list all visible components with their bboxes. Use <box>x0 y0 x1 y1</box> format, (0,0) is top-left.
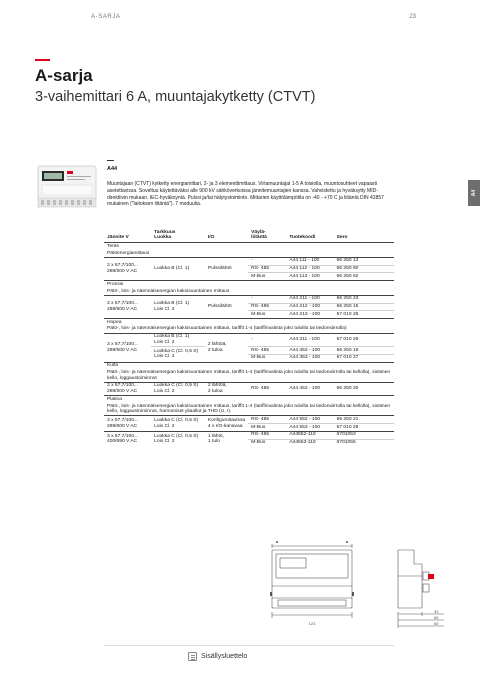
page-number: 23 <box>409 14 416 20</box>
table-row: RS- 485 A44 112 - 100 66 250 60 <box>104 265 394 273</box>
width-dimension-label: 123 <box>308 621 316 626</box>
table-row: M-Bus A44 553 - 100 67 010 29 <box>104 424 394 432</box>
table-row: M-Bus A44 113 - 100 66 250 62 <box>104 273 394 281</box>
group-description: Pätöenergiamittaus <box>107 250 150 256</box>
table-row: 3 x 57,7/100... 288/500 V AC Luokka C (Cl. 0,5 S) Lois Cl. 2 2 lähtöä, 2 tuloa RS- 485 A44 452 - 100 66 250 20 <box>104 382 394 395</box>
table-row: M-Bus A44 353 - 100 67 010 27 <box>104 354 394 362</box>
group-description: Pätö-, lois- ja näennäisenergian kaksisuuntainen mittaus, tariffit 1-4 (tariffinvalinta joko tuloilla tai tiedonsiirrolla tai kellolla), sisäinen kello, loggaustoiminnot <box>107 369 391 381</box>
section-side-tab[interactable] <box>468 180 480 206</box>
page-title: A-sarja <box>35 66 93 85</box>
table-row: 3 x 57,7/100... 288/500 V AC Luokka B (Cl. 1) Pulssilähtö - A44 111 - 100 66 250 13 <box>104 257 394 265</box>
table-row: M-Bus A44553-110 6701055 <box>104 439 394 446</box>
product-code: A44 <box>107 166 118 172</box>
accent-bar <box>35 59 50 61</box>
side-view-drawing <box>392 536 452 632</box>
product-table <box>104 229 394 446</box>
table-row: RS- 485 A44 212 - 100 66 250 15 <box>104 303 394 311</box>
group-description: Pätö-, lois- ja näennäisenergian kaksisuuntainen mittaus, tariffit 1-4 (tariffinvalinta joko tuloilla tai tiedonsiirrolla tai kellolla), sisäinen kello, loggaustoiminnot, harmoniset yliaallot ja THD (U, I). <box>107 403 391 415</box>
table-row: M-Bus A44 213 - 100 67 010 25 <box>104 311 394 319</box>
col-accuracy: Tarkkuus Luokka <box>151 229 205 243</box>
group-heading: Kulta <box>104 362 394 369</box>
footer-divider <box>104 645 394 646</box>
group-heading: Platina <box>104 396 394 403</box>
energy-meter-image <box>37 160 98 208</box>
group-description: Pätö-, lois- ja näennäisenergian kaksisuuntainen mittaus, tariffit 1-4 (tariffinvalinta joko tuloilla tai tiedonsiirrolla) <box>107 326 347 332</box>
col-io: I/O <box>205 229 248 243</box>
group-heading: Teräs <box>104 243 394 250</box>
table-row: 3 x 57,7/100... 288/500 V AC Luokka B (Cl. 1) Lois Cl. 2 2 lähtöä, 2 tuloa - A44 311 - 100 67 010 26 <box>104 333 394 346</box>
col-product-code: Tuotekoodi <box>286 229 333 243</box>
page-subtitle: 3-vaihemittari 6 A, muuntajakytketty (CTVT) <box>35 89 316 105</box>
dimension-c-label: 65 <box>434 621 439 626</box>
group-heading: Hopea <box>104 319 394 326</box>
group-heading: Pronssi <box>104 281 394 288</box>
col-voltage: Jännite V <box>104 229 151 243</box>
group-description: Pätö-, lois- ja näennäisenergian kaksisuuntainen mittaus <box>107 288 230 294</box>
dimension-a-label: 43 <box>434 609 439 614</box>
toc-label: Sisällysluettelo <box>201 653 248 660</box>
table-of-contents-link[interactable] <box>188 652 247 661</box>
side-tab-label: A4 <box>471 189 477 197</box>
table-row: 3 x 57,7/100... 288/500 V AC Luokka B (Cl. 1) Lois Cl. 2 Pulssilähtö - A44 211 - 100 66 250 23 <box>104 295 394 303</box>
product-description: Muuntajaan (CTVT) kytketty energiamittari, 2- ja 3 elementtimittaus. Virtamuuntajat 1-5 A toisiolla, muuntosuhteet vapaasti asetettavissa. Soveltuu käytettäväksi alle 900 kV sähköverkoissa jännitemuuntajien kanssa. Vahvistettu ja hyväksytty MID-direktiivin mukaan. IEC-hyväksyntä. Pulssi ja/tai hälytystoiminto. Mittarien käyttölämpötila on -40 - +70 C ja liitäntä DIN 43857 mukainen ("laitoksen liitäntä"). 7 moduulia. <box>107 181 384 208</box>
table-row: 3 x 57,7/100... 288/500 V AC Luokka C (Cl. 0,5 S) Lois Cl. 2 Konfiguroitavissa 4 x I/O-kanavaa RS- 485 A44 552 - 100 66 250 21 <box>104 416 394 424</box>
col-bus: Väylä- liitäntä <box>248 229 286 243</box>
table-row: Luokka C (Cl. 0,5 S) Lois Cl. 2 RS- 485 A44 352 - 100 66 250 19 <box>104 347 394 355</box>
section-header: A-SARJA <box>91 14 121 20</box>
table-row: 3 x 57,7/100... 400/690 V AC Luokka C (Cl. 0,5 S) Lois Cl. 2 1 lähtö, 1 tulo RS- 485 A44552-110 6701053 <box>104 431 394 439</box>
col-serial: Sero <box>334 229 394 243</box>
product-dash <box>107 160 114 161</box>
list-icon <box>188 652 197 661</box>
front-view-drawing <box>264 536 360 632</box>
dimension-b-label: 65 <box>434 615 439 620</box>
